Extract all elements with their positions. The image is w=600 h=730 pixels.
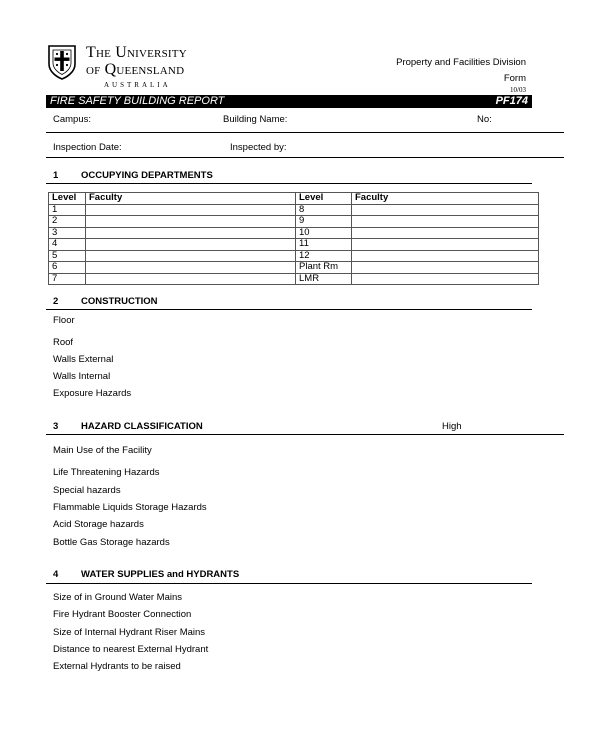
table-cell[interactable] — [352, 227, 539, 239]
table-header-row — [49, 193, 539, 205]
construction-item-walls-external: Walls External — [53, 354, 114, 365]
table-cell[interactable] — [86, 273, 296, 285]
university-name-text-2: of Queensland — [86, 61, 185, 78]
inspection-date-label: Inspection Date: — [53, 142, 122, 153]
table-cell[interactable] — [352, 273, 539, 285]
table-row — [49, 250, 539, 262]
table-cell[interactable] — [352, 239, 539, 251]
construction-item-exposure-hazards: Exposure Hazards — [53, 388, 132, 399]
table-row — [49, 204, 539, 216]
campus-label: Campus: — [53, 114, 92, 125]
university-crest-icon — [47, 44, 77, 80]
table-cell: 9 — [296, 216, 352, 228]
section1-rule — [46, 183, 532, 184]
table-cell: LMR — [296, 273, 352, 285]
form-date: 10/03 — [510, 86, 526, 94]
field-divider-1 — [46, 132, 564, 133]
form-label: Form — [503, 73, 526, 84]
hazard-item: Life Threatening Hazards — [53, 467, 160, 478]
field-divider-2 — [46, 157, 564, 158]
table-header-cell: Faculty — [86, 193, 296, 205]
water-supply-item: External Hydrants to be raised — [53, 661, 181, 672]
construction-item-roof: Roof — [53, 337, 74, 348]
section2-rule — [46, 309, 532, 310]
hazard-item: Special hazards — [53, 485, 121, 496]
section2-number: 2 — [53, 296, 59, 307]
hazard-item: Main Use of the Facility — [53, 445, 152, 456]
water-supply-item: Fire Hydrant Booster Connection — [53, 609, 192, 620]
table-cell: 11 — [296, 239, 352, 251]
report-title-bar — [46, 95, 532, 108]
table-cell: 2 — [49, 216, 86, 228]
table-cell[interactable] — [352, 250, 539, 262]
table-cell[interactable] — [352, 204, 539, 216]
table-header-cell: Faculty — [352, 193, 539, 205]
form-code: PF174 — [495, 95, 528, 107]
table-cell[interactable] — [86, 239, 296, 251]
table-cell: 7 — [49, 273, 86, 285]
section3-rule — [46, 434, 564, 435]
table-cell: Plant Rm — [296, 262, 352, 274]
table-cell[interactable] — [86, 227, 296, 239]
university-country: AUSTRALIA — [104, 81, 171, 89]
building-name-label: Building Name: — [223, 114, 288, 125]
table-cell: 10 — [296, 227, 352, 239]
section1-title: OCCUPYING DEPARTMENTS — [81, 170, 213, 181]
division-name: Property and Facilities Division — [396, 57, 526, 68]
university-name-line2 — [86, 61, 184, 79]
construction-item-walls-internal: Walls Internal — [53, 371, 111, 382]
hazard-item: Flammable Liquids Storage Hazards — [53, 502, 207, 513]
table-cell: 1 — [49, 204, 86, 216]
table-cell[interactable] — [86, 250, 296, 262]
table-row — [49, 216, 539, 228]
inspected-by-label: Inspected by: — [230, 142, 287, 153]
university-name-text: The University — [86, 44, 187, 61]
table-header-cell: Level — [296, 193, 352, 205]
hazard-item: Acid Storage hazards — [53, 519, 144, 530]
table-cell[interactable] — [352, 216, 539, 228]
table-cell: 6 — [49, 262, 86, 274]
section4-rule — [46, 583, 532, 584]
table-cell: 12 — [296, 250, 352, 262]
hazard-high-label: High — [442, 421, 462, 432]
section4-title: WATER SUPPLIES and HYDRANTS — [81, 569, 240, 580]
section3-number: 3 — [53, 421, 59, 432]
table-cell: 4 — [49, 239, 86, 251]
report-title: FIRE SAFETY BUILDING REPORT — [50, 95, 225, 107]
water-supply-item: Size of Internal Hydrant Riser Mains — [53, 627, 206, 638]
water-supply-item: Distance to nearest External Hydrant — [53, 644, 209, 655]
table-row — [49, 273, 539, 285]
table-row — [49, 262, 539, 274]
table-cell[interactable] — [352, 262, 539, 274]
table-cell: 8 — [296, 204, 352, 216]
table-cell: 5 — [49, 250, 86, 262]
water-supply-item: Size of in Ground Water Mains — [53, 592, 183, 603]
table-header-cell: Level — [49, 193, 86, 205]
university-name-line1 — [86, 44, 187, 62]
section4-number: 4 — [53, 569, 59, 580]
hazard-item: Bottle Gas Storage hazards — [53, 537, 170, 548]
section3-title: HAZARD CLASSIFICATION — [81, 421, 203, 432]
occupying-departments-table — [48, 192, 539, 285]
section1-number: 1 — [53, 170, 59, 181]
table-cell[interactable] — [86, 216, 296, 228]
table-cell[interactable] — [86, 204, 296, 216]
no-label: No: — [477, 114, 492, 125]
table-row — [49, 239, 539, 251]
construction-item-floor: Floor — [53, 315, 75, 326]
section2-title: CONSTRUCTION — [81, 296, 158, 307]
table-cell[interactable] — [86, 262, 296, 274]
table-row — [49, 227, 539, 239]
table-cell: 3 — [49, 227, 86, 239]
